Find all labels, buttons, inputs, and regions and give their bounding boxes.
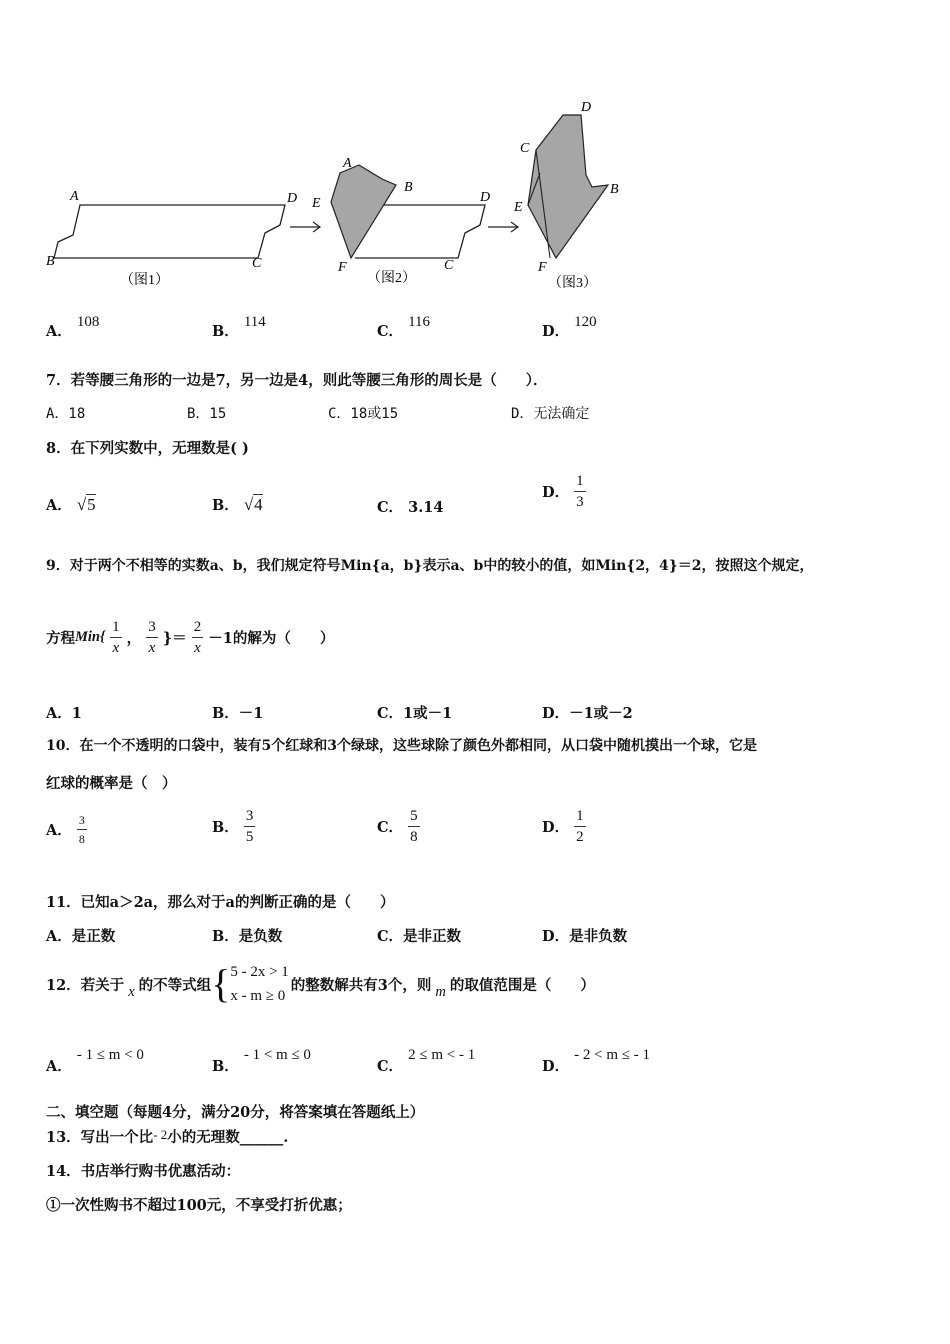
q8-option-d-fraction [574,472,586,511]
q12-stem [46,956,595,1012]
arrow-1 [290,222,320,232]
f1-label-d: D [287,191,298,206]
q8-option-c [377,496,443,517]
figure-3 [528,115,608,258]
q12-option-a-value: - 1 ≤ m < 0 [76,1047,144,1063]
f2-label-e: E [312,196,321,211]
q10-option-d-num: 1 [574,807,586,827]
q8-option-d-letter: D． [542,484,570,501]
q14-stem: 14．书店举行购书优惠活动： [46,1163,241,1180]
q8-option-c-letter: C． [377,499,404,516]
q9-eq-prefix: 方程 [46,630,75,647]
q8-option-b-sqrt: √4 [243,495,263,514]
q13-pre: 13．写出一个比 [46,1129,154,1146]
q10-option-c-num: 5 [408,807,420,827]
q12-option-b-value: - 1 < m ≤ 0 [243,1047,311,1063]
q12-option-a-letter: A． [46,1058,72,1075]
q6-option-b-value: 114 [243,314,266,330]
q9-frac-3 [192,618,204,657]
q9-option-d: D．－1或－2 [542,705,633,722]
q7-option-b: B．15 [187,406,227,422]
f1-caption: （图1） [120,273,169,288]
f3-label-c: C [520,141,530,156]
q6-option-d [542,314,597,341]
q12-option-c-letter: C． [377,1058,404,1075]
q10-option-d-den: 2 [576,829,584,845]
f1-label-b: B [46,254,55,269]
q11-option-c: C．是非正数 [377,928,462,945]
f2-folded-shape [331,165,396,258]
q6-option-b-letter: B． [212,323,239,340]
q12-ineq-1: 5 - 2x > 1 [230,964,289,980]
q12-option-c [377,1047,476,1076]
q6-option-a-letter: A． [46,323,72,340]
q14-item-1: ①一次性购书不超过100元，不享受打折优惠； [46,1197,352,1214]
q9-frac-1-den: x [112,640,120,656]
q10-option-a-letter: A． [46,822,72,839]
q7-stem: 7．若等腰三角形的一边是7，另一边是4，则此等腰三角形的周长是（ ）． [46,372,548,389]
q7-option-a: A．18 [46,406,86,422]
q6-option-d-letter: D． [542,323,570,340]
q10-option-b-fraction [244,807,256,846]
q6-option-c-letter: C． [377,323,404,340]
q9-frac-2-num: 3 [146,618,158,638]
f2-caption: （图2） [367,271,416,286]
q7-option-d: D．无法确定 [511,406,590,422]
q8-option-b [212,494,263,515]
arrow-2 [488,222,518,232]
q9-comma: ， [126,630,142,647]
q12-var-m: m [435,983,446,1000]
q8-option-d [542,472,586,511]
f3-label-f: F [538,260,547,275]
q8-option-a-sqrt: √5 [76,495,96,514]
q10-option-b-letter: B． [212,819,239,836]
q10-option-b-num: 3 [244,807,256,827]
q9-option-a: A．1 [46,705,82,722]
q6-option-c-value: 116 [408,314,431,330]
q10-option-b-den: 5 [245,829,254,845]
q12-end: 的取值范围是（ ） [449,976,595,994]
q10-option-c-fraction [408,807,420,846]
f3-label-b: B [610,182,619,197]
q8-option-b-letter: B． [212,497,239,514]
q11-option-b: B．是负数 [212,928,283,945]
q10-option-c-den: 8 [410,829,418,845]
q13-stem [46,1126,288,1147]
q8-option-a [46,494,96,515]
q12-mid: 的不等式组 [138,976,212,994]
f2-label-a: A [343,156,352,171]
q6-option-a-value: 108 [76,314,100,330]
q12-option-a [46,1047,144,1076]
f2-label-f: F [338,260,347,275]
q9-stem: 9．对于两个不相等的实数a、b，我们规定符号Min{a，b}表示a、b中的较小的值，如Min{2，4}＝2，按照这个规定， [46,558,814,574]
q12-option-d [542,1047,650,1076]
q9-frac-2-den: x [148,640,156,656]
q8-option-b-radicand: 4 [254,495,263,514]
f1-label-a: A [70,189,79,204]
q9-eq-suffix: －1的解为（ ） [208,630,335,647]
q9-min: Min{ [75,629,106,645]
q8-option-a-radicand: 5 [87,495,96,514]
q10-option-a-den: 8 [78,832,85,846]
f3-label-e: E [514,200,523,215]
q12-option-b [212,1047,311,1076]
q12-option-c-value: 2 ≤ m < - 1 [408,1047,476,1063]
q10-option-d-fraction [574,807,586,846]
q10-option-b [212,807,255,846]
f2-label-d: D [480,190,491,205]
q6-option-a [46,314,100,341]
q10-stem-line2: 红球的概率是（ ） [46,775,177,792]
q12-pre: 12．若关于 [46,976,125,994]
q12-system [230,960,288,1008]
f3-label-d: D [581,100,592,115]
q8-stem: 8．在下列实数中，无理数是( ) [46,440,249,457]
q9-frac-3-den: x [194,640,201,656]
q6-option-c [377,314,431,341]
f2-label-c: C [444,258,454,273]
q10-stem-line1: 10．在一个不透明的口袋中，装有5个红球和3个绿球，这些球除了颜色外都相同，从口袋中随机摸出一个球，它是 [46,738,757,754]
figure-2 [331,165,485,258]
q9-option-b: B．－1 [212,705,264,722]
q10-option-c-letter: C． [377,819,404,836]
q9-close-eq: }＝ [162,630,187,647]
q6-option-b [212,314,266,341]
section-2-title: 二、填空题（每题4分，满分20分，将答案填在答题纸上） [46,1104,425,1121]
q9-frac-1 [110,618,122,657]
q12-option-d-letter: D． [542,1058,570,1075]
q10-option-a-fraction [77,812,87,847]
q9-frac-3-num: 2 [192,618,204,638]
q8-option-c-value: 3.14 [408,499,444,516]
q12-post: 的整数解共有3个，则 [290,976,432,994]
q12-ineq-2: x - m ≥ 0 [230,988,286,1004]
f3-folded-shape [528,115,608,258]
f1-label-c: C [252,256,262,271]
q10-option-a [46,812,87,847]
q12-var-x: x [128,983,135,1000]
q11-option-d: D．是非负数 [542,928,628,945]
f3-caption: （图3） [548,276,597,291]
q12-option-b-letter: B． [212,1058,239,1075]
q13-value: - 2 [153,1127,168,1142]
folding-figure [40,95,640,295]
q13-post: 小的无理数______. [167,1129,289,1146]
q10-option-c [377,807,420,846]
q8-option-d-den: 3 [576,494,584,510]
q6-option-d-value: 120 [574,314,597,330]
q9-option-c: C．1或－1 [377,705,453,722]
q7-option-c: C．18或15 [328,406,399,422]
q10-option-d-letter: D． [542,819,570,836]
q9-equation [46,618,334,657]
q11-option-a: A．是正数 [46,928,116,945]
q12-option-d-value: - 2 < m ≤ - 1 [574,1047,650,1063]
q9-frac-1-num: 1 [110,618,122,638]
q11-stem: 11．已知a＞2a，那么对于a的判断正确的是（ ） [46,894,395,911]
q9-frac-2 [146,618,158,657]
f2-label-b: B [404,180,413,195]
q12-brace: { [211,961,231,1006]
q8-option-d-num: 1 [574,472,586,492]
figure-1 [54,205,285,258]
q10-option-a-num: 3 [77,812,87,830]
q8-option-a-letter: A． [46,497,72,514]
q10-option-d [542,807,586,846]
